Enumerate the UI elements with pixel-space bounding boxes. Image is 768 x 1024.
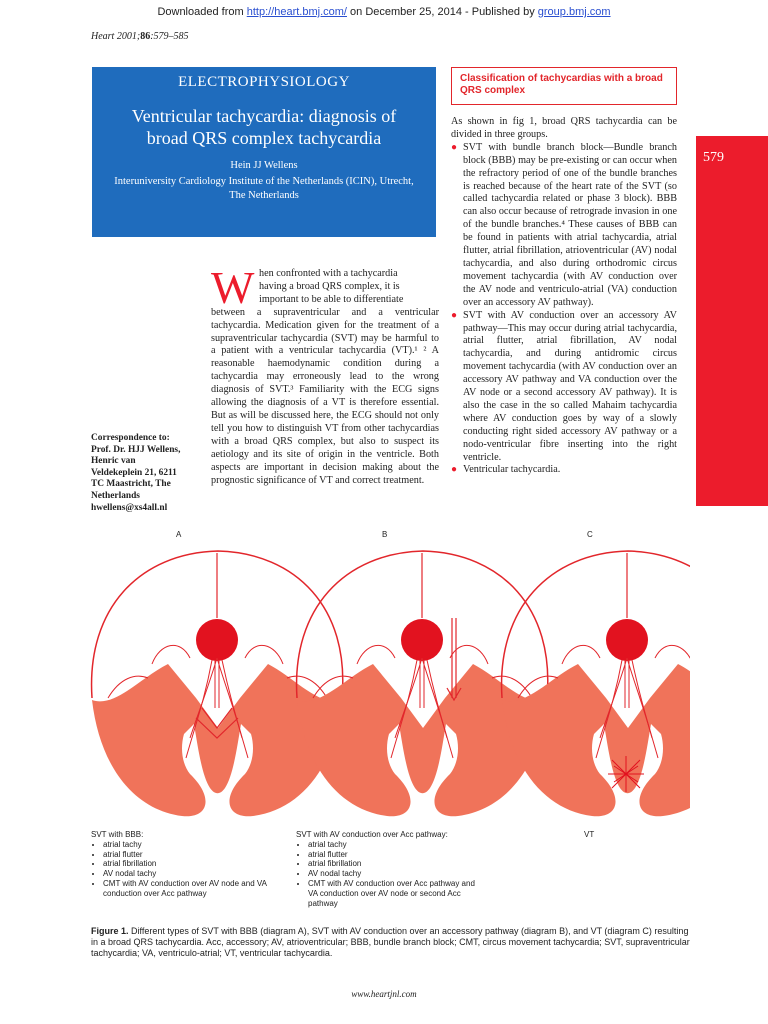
figure-caption [91, 926, 691, 959]
figure-caption-label: Figure 1. [91, 926, 129, 936]
diagram-label-b: B [382, 530, 388, 539]
figure-caption-text: Different types of SVT with BBB (diagram A), SVT with AV conduction over an accessory pathway (diagram B), and VT (diagram C) resulting in a broad QRS tachycardia. Acc, accessory; AV, atrioventricular; BBB, bundle branch block; CMT, circus movement tachycardia; SVT, supraventricular tachycardia; VA, ventriculo-atrial; VT, ventricular tachycardia. [91, 926, 690, 958]
intro-line-3: important to be able to differentiate [259, 293, 404, 305]
intro-paragraph [211, 262, 439, 487]
panel-b-item: • atrial tachy [308, 840, 486, 850]
banner-prefix: Downloaded from [157, 6, 244, 18]
bullet-icon: ● [451, 141, 458, 153]
article-title: Ventricular tachycardia: diagnosis of broad QRS complex tachycardia [131, 106, 397, 148]
heart-diagram-c [502, 551, 690, 816]
classification-item [451, 310, 677, 465]
correspondence-label: Correspondence to: [91, 433, 170, 443]
footer-url[interactable]: www.heartjnl.com [351, 989, 417, 999]
panel-a-item: • AV nodal tachy [103, 869, 271, 879]
correspondence-name: Prof. Dr. HJJ Wellens, [91, 444, 181, 455]
panel-c-title: VT [584, 830, 595, 839]
download-banner [0, 6, 768, 18]
sidebar-heading-box [451, 67, 677, 105]
panel-b-list [296, 830, 486, 908]
correspondence-street-1: Henric van [91, 456, 136, 467]
site-link[interactable]: http://heart.bmj.com/ [246, 6, 347, 18]
intro-line-2: having a broad QRS complex, it is [259, 280, 400, 292]
journal-pages: :579–585 [150, 31, 189, 42]
panel-b-item: • atrial fibrillation [308, 859, 486, 869]
correspondence-street-2: Veldekeplein 21, 6211 [91, 467, 177, 478]
intro-line-1: hen confronted with a tachycardia [259, 268, 398, 279]
journal-year: 2001; [116, 31, 141, 42]
intro-rest: between a supraventricular and a ventricular tachycardia. Medication given for the treatment of a supraventricular tachycardia (SVT) may be harmful to a patient with a ventricular tachycardia (VT).¹ ² A reasonable haemodynamic condition during a tachycardia may erroneously lead to the wrong diagnosis of SVT.³ Familiarity with the ECG signs allowing the diagnosis of a VT is therefore essential. But as will be discussed here, the ECG should not only tell you how to distinguish VT from other tachycardias with a broad QRS complex, but also to suspect its aetiology and its site of origin in the ventricle. Both aspects are important in decision making about the prognostic significance of VT and correct treatment. [211, 306, 439, 486]
classification-item-text: SVT with AV conduction over an accessory AV pathway—This may occur during atrial tachycardia, atrial flutter, atrial fibrillation, AV nodal tachycardia, and during antidromic circus movement tachycardia (with AV conduction over an accessory AV pathway and VA conduction over the AV node or a second accessory AV pathway). It is also the case in the so called Mahaim tachycardia where AV conduction goes by way of a slowly conducting right sided accessory AV pathway or a nodo-ventricular fibre inserting into the right ventricle. [463, 309, 677, 463]
bullet-icon: ● [451, 309, 458, 321]
diagram-label-c: C [587, 530, 593, 539]
panel-a-item: • atrial tachy [103, 840, 271, 850]
heart-diagram-b [297, 551, 548, 816]
correspondence-city: TC Maastricht, The [91, 479, 171, 490]
section-label: ELECTROPHYSIOLOGY [178, 74, 350, 90]
journal-name: Heart [91, 31, 115, 42]
panel-b-item: • CMT with AV conduction over Acc pathway and VA conduction over AV node or second Acc pathway [308, 879, 486, 908]
article-header-box [92, 67, 436, 237]
classification-intro: As shown in fig 1, broad QRS tachycardia can be divided in three groups. [451, 116, 677, 140]
drop-cap: W [211, 262, 255, 313]
panel-a-title: SVT with BBB: [91, 830, 144, 839]
classification-item [451, 142, 677, 310]
classification-column [451, 116, 677, 477]
panel-a-item: • atrial flutter [103, 850, 271, 860]
classification-item-text: SVT with bundle branch block—Bundle branch block (BBB) may be pre-existing or can occur when the refractory period of one of the bundle branches is reached because of the heart rate of the SVT (so called tachycardia related or phase 3 block). BBB can also occur because of retrograde invasion in one of the bundle branches.⁴ These causes of BBB can be found in patients with atrial tachycardia, atrial flutter, atrial fibrillation, atrioventricular (AV) nodal tachycardia, and also during orthodromic circus movement tachycardia (with AV conduction over the AV node and ventriculo-atrial (VA) conduction over an accessory AV pathway). [463, 141, 677, 308]
correspondence-country: Netherlands [91, 490, 140, 501]
panel-b-item: • atrial flutter [308, 850, 486, 860]
panel-b-title: SVT with AV conduction over Acc pathway: [296, 830, 448, 839]
panel-a-item: • atrial fibrillation [103, 859, 271, 869]
classification-item-text: Ventricular tachycardia. [463, 464, 561, 476]
vt-focus-icon [608, 756, 644, 792]
page-tab [696, 136, 768, 506]
heart-diagram-a [92, 551, 343, 816]
page-number: 579 [703, 150, 724, 165]
panel-a-item: • CMT with AV conduction over AV node and VA conduction over Acc pathway [103, 879, 271, 899]
heart-diagrams [90, 540, 690, 830]
panel-a-list [91, 830, 271, 899]
article-affiliation: Interuniversity Cardiology Institute of the Netherlands (ICIN), Utrecht, The Netherlands [114, 176, 414, 201]
correspondence-email[interactable]: hwellens@xs4all.nl [91, 502, 168, 513]
panel-b-item: • AV nodal tachy [308, 869, 486, 879]
journal-citation [91, 31, 189, 42]
correspondence-block [91, 433, 206, 514]
group-link[interactable]: group.bmj.com [537, 6, 611, 18]
classification-item [451, 464, 677, 477]
journal-volume: 86 [140, 31, 151, 42]
bullet-icon: ● [451, 464, 458, 476]
diagram-label-a: A [176, 530, 182, 539]
sidebar-heading: Classification of tachycardias with a broad QRS complex [460, 73, 663, 96]
banner-middle: on December 25, 2014 - Published by [350, 6, 535, 18]
article-author: Hein JJ Wellens [230, 160, 298, 171]
